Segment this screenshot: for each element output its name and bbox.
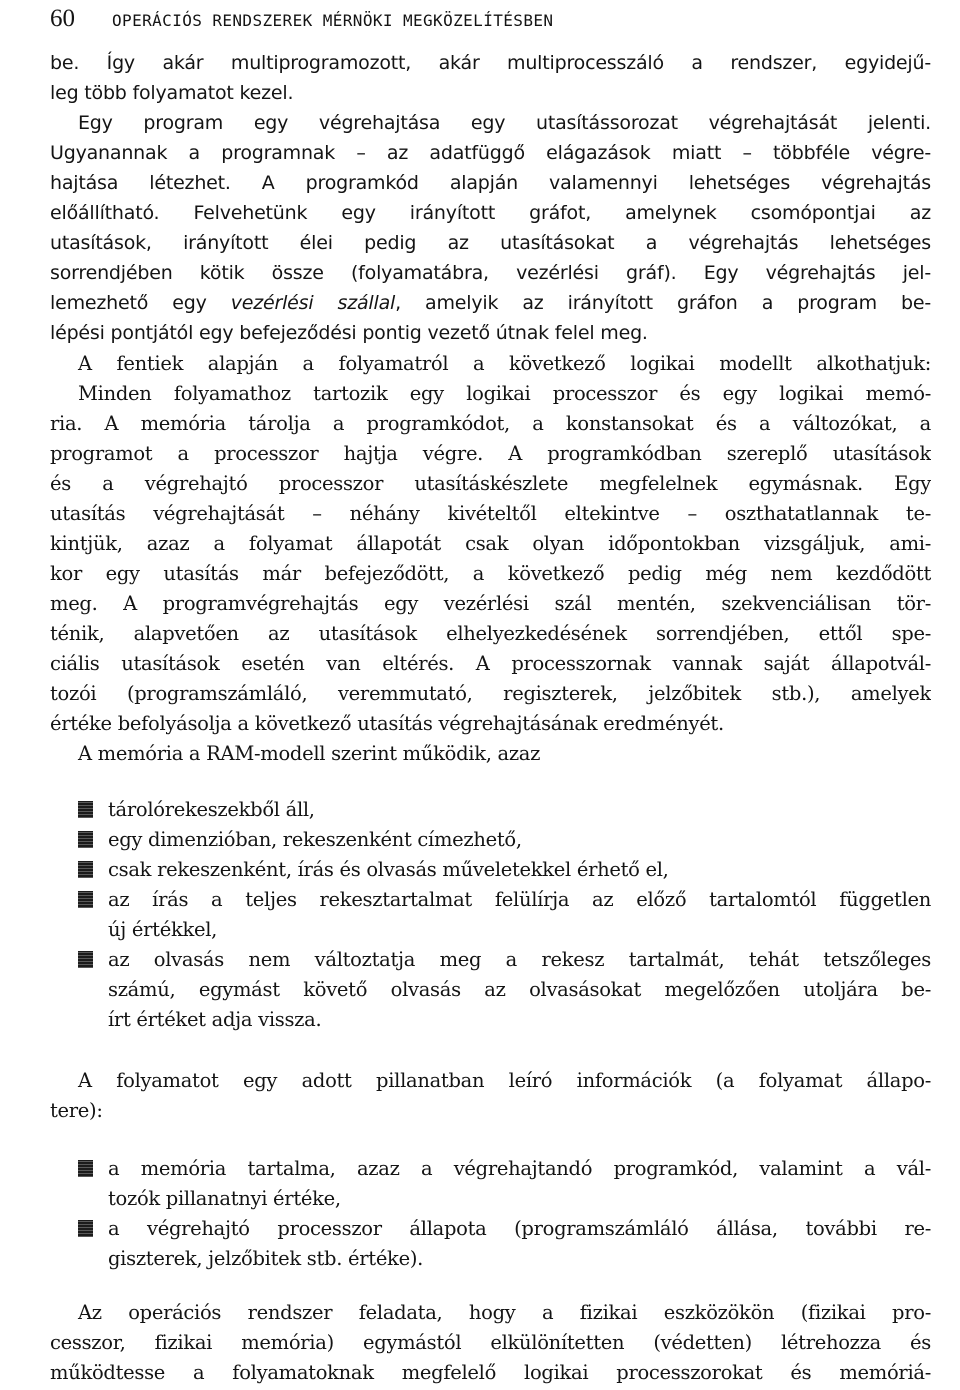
list-item: az olvasás nem változtatja meg a rekesz tartalmát, tehát tetszőleges (108, 948, 931, 971)
text-line: értéke befolyásolja a következő utasítás végrehajtásának eredményét. (50, 712, 724, 735)
list-item-continuation: tozók pillanatnyi értéke, (108, 1187, 341, 1210)
list-item-continuation: számú, egymást követő olvasás az olvasásokat megelőzően utoljára be- (108, 978, 931, 1001)
list-item: csak rekeszenként, írás és olvasás műveletekkel érhető el, (108, 858, 669, 881)
text-line: utasítás végrehajtását – néhány kivételtől eltekintve – oszthatatlannak te- (50, 502, 931, 525)
text-run: , amelyik az irányított gráfon a program be- (395, 292, 931, 314)
text-line: meg. A programvégrehajtás egy vezérlési szál mentén, szekvenciálisan tör- (50, 592, 931, 615)
bullet-square-icon (78, 1160, 93, 1177)
list-item: a végrehajtó processzor állapota (programszámláló állása, további re- (108, 1217, 931, 1240)
text-line: lépési pontjától egy befejeződési pontig vezető útnak felel meg. (50, 322, 648, 344)
bullet-square-icon (78, 801, 93, 818)
text-line: A fentiek alapján a folyamatról a következő logikai modellt alkothatjuk: (78, 352, 931, 375)
list-item: tárolórekeszekből áll, (108, 798, 315, 821)
list-item: egy dimenzióban, rekeszenként címezhető, (108, 828, 522, 851)
bullet-square-icon (78, 951, 93, 968)
text-line: ténik, alapvetően az utasítások elhelyezkedésének sorrendjében, ettől spe- (50, 622, 931, 645)
text-line (50, 288, 931, 318)
page-header (50, 4, 930, 34)
page-number: 60 (50, 5, 75, 32)
text-line: kor egy utasítás már befejeződött, a következő pedig még nem kezdődött (50, 562, 931, 585)
list-item-continuation: giszterek, jelzőbitek stb. értéke). (108, 1247, 424, 1270)
bullet-square-icon (78, 831, 93, 848)
bullet-square-icon (78, 891, 93, 908)
text-line: sorrendjében kötik össze (folyamatábra, vezérlési gráf). Egy végrehajtás jel- (50, 262, 931, 284)
emphasis-term: vezérlési szállal (230, 292, 396, 314)
list-item: az írás a teljes rekesztartalmat felülírja az előző tartalomtól független (108, 888, 931, 911)
text-line: A memória a RAM-modell szerint működik, azaz (78, 742, 541, 765)
text-line: működtesse a folyamatoknak megfelelő logikai processzorokat és memóriá- (50, 1361, 931, 1384)
text-line: ciális utasítások esetén van eltérés. A processzornak vannak saját állapotvál- (50, 652, 931, 675)
text-line: tere): (50, 1099, 103, 1122)
text-line: ria. A memória tárolja a programkódot, a konstansokat és a változókat, a (50, 412, 931, 435)
text-line: hajtása létezhet. A programkód alapján valamennyi lehetséges végrehajtás (50, 172, 931, 194)
text-line: tozói (programszámláló, veremmutató, regiszterek, jelzőbitek stb.), amelyek (50, 682, 931, 705)
text-line: A folyamatot egy adott pillanatban leíró információk (a folyamat állapo- (78, 1069, 931, 1092)
text-line: Ugyanannak a programnak – az adatfüggő elágazások miatt – többféle végre- (50, 142, 931, 164)
text-line: leg több folyamatot kezel. (50, 82, 294, 104)
text-line: előállítható. Felvehetünk egy irányított gráfot, amelynek csomópontjai az (50, 202, 931, 224)
text-line: kintjük, azaz a folyamat állapotát csak olyan időpontokban vizsgáljuk, ami- (50, 532, 931, 555)
list-item: a memória tartalma, azaz a végrehajtandó programkód, valamint a vál- (108, 1157, 931, 1180)
text-line: cesszor, fizikai memória) egymástól elkülönítetten (védetten) létrehozza és (50, 1331, 931, 1354)
text-run: lemezhető egy (50, 292, 231, 314)
text-line: Az operációs rendszer feladata, hogy a fizikai eszközökön (fizikai pro- (78, 1301, 931, 1324)
list-item-continuation: írt értéket adja vissza. (108, 1008, 322, 1031)
list-item-continuation: új értékkel, (108, 918, 218, 941)
bullet-square-icon (78, 861, 93, 878)
text-line: be. Így akár multiprogramozott, akár multiprocesszáló a rendszer, egyidejű- (50, 52, 931, 74)
text-line: és a végrehajtó processzor utasításkészlete megfelelnek egymásnak. Egy (50, 472, 931, 495)
running-title: OPERÁCIÓS RENDSZEREK MÉRNÖKI MEGKÖZELÍTÉSBEN (112, 11, 554, 30)
text-line: utasítások, irányított élei pedig az utasításokat a végrehajtás lehetséges (50, 232, 931, 254)
bullet-square-icon (78, 1220, 93, 1237)
text-line: Egy program egy végrehajtása egy utasítássorozat végrehajtását jelenti. (78, 112, 931, 134)
text-line: Minden folyamathoz tartozik egy logikai processzor és egy logikai memó- (78, 382, 931, 405)
text-line: programot a processzor hajtja végre. A programkódban szereplő utasítások (50, 442, 931, 465)
